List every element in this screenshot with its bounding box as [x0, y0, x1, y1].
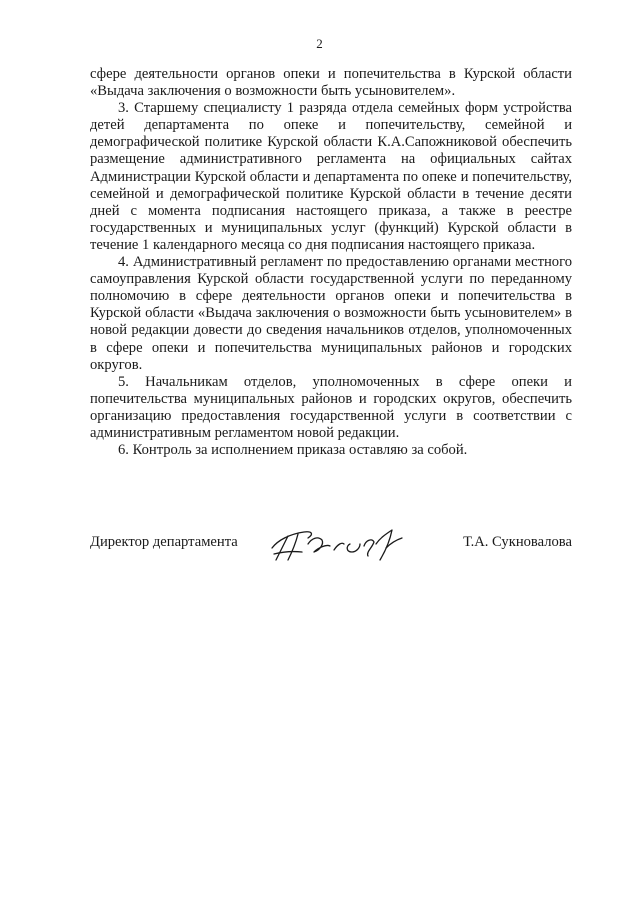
paragraph-item-5: 5. Начальникам отделов, уполномоченных в сфере опеки и попечительства муниципальных районов и городских округов, обеспечить организацию предоставления государственной услуги в соответствии с административным регламентом новой редакции.: [90, 373, 572, 441]
handwritten-signature: [268, 518, 418, 566]
paragraph-continuation: сфере деятельности органов опеки и попечительства в Курской области «Выдача заключения о возможности быть усыновителем».: [90, 66, 572, 100]
paragraph-item-3: 3. Старшему специалисту 1 разряда отдела семейных форм устройства детей департамента по опеке и попечительству, семейной и демографической политике Курской области К.А.Сапожниковой обеспечить размещение административного регламента на официальных сайтах Администрации Курской области и департамента по опеке и попечительству, семейной и демографической политике Курской области в течение десяти дней с момента подписания настоящего приказа, а также в реестре государственных и муниципальных услуг (функций) Курской области в течение 1 календарного месяца со дня подписания настоящего приказа.: [90, 100, 572, 253]
paragraph-item-4: 4. Административный регламент по предоставлению органами местного самоуправления Курской области государственной услуги по переданному полномочию в сфере деятельности органов опеки и попечительства в Курской области «Выдача заключения о возможности быть усыновителем» в новой редакции довести до сведения начальников отделов, уполномоченных в сфере опеки и попечительства муниципальных районов и городских округов.: [90, 254, 572, 373]
signer-title: Директор департамента: [90, 534, 238, 550]
document-body: [90, 66, 572, 459]
signer-name: Т.А. Сукновалова: [463, 534, 572, 550]
paragraph-item-6: 6. Контроль за исполнением приказа оставляю за собой.: [118, 442, 468, 459]
page-number: 2: [316, 36, 323, 51]
